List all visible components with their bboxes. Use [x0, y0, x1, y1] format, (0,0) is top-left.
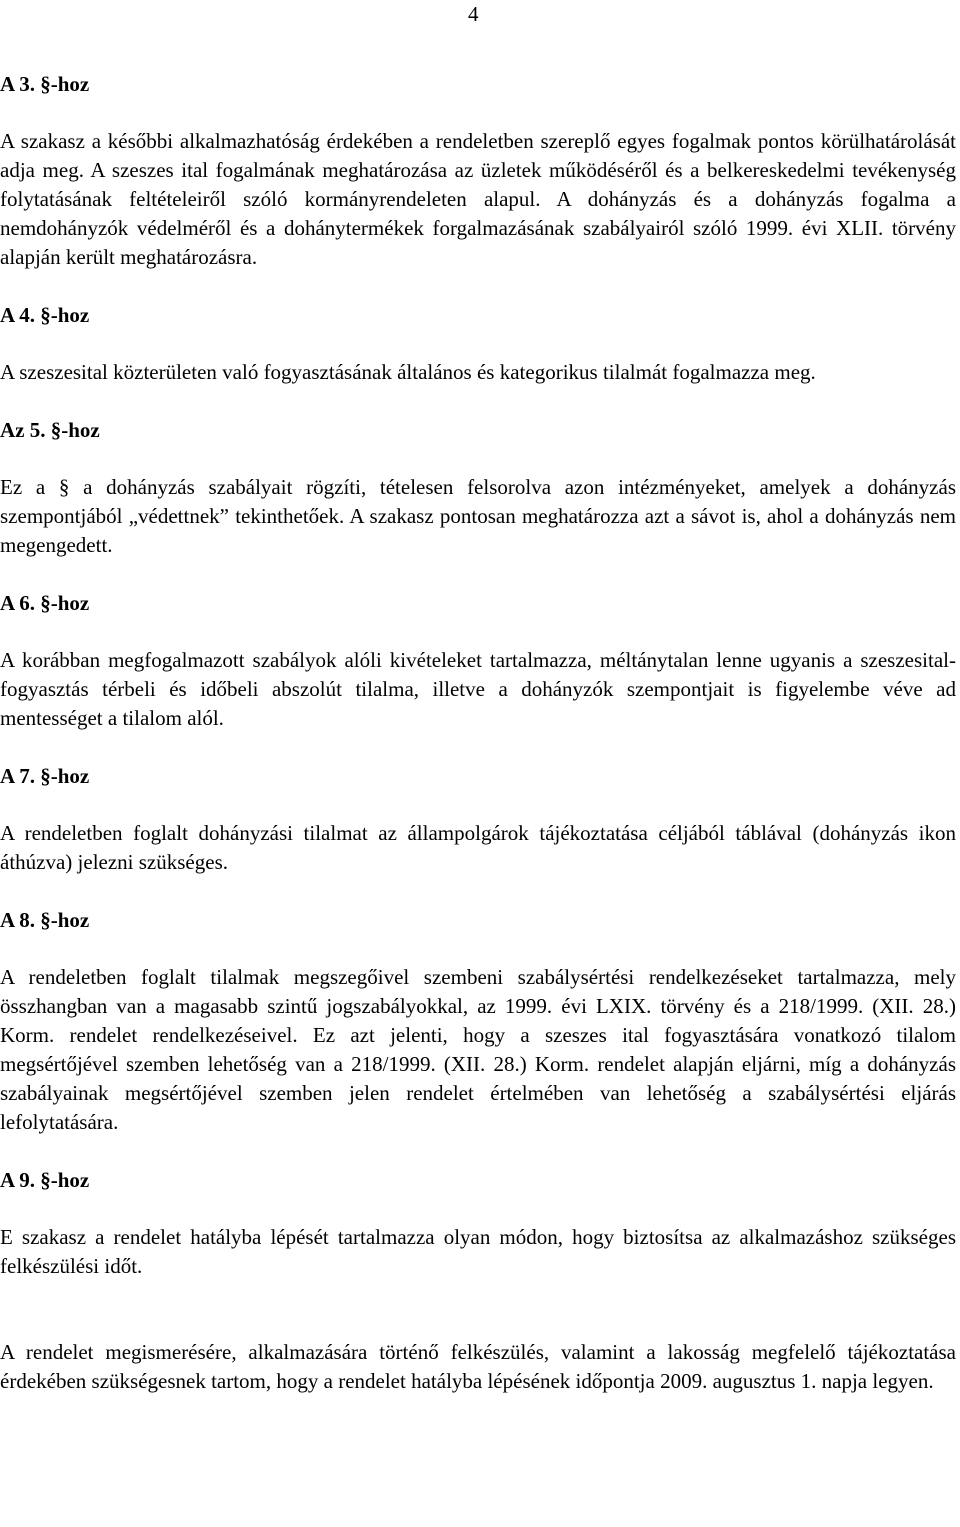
- section-heading-6: A 6. §-hoz: [0, 591, 90, 615]
- section-body-4: A szeszesital közterületen való fogyasztásának általános és kategorikus tilalmát fogalmazza meg.: [0, 360, 816, 384]
- document-body: [0, 70, 956, 1396]
- closing-paragraph: A rendelet megismerésére, alkalmazására történő felkészülés, valamint a lakosság megfelelő tájékoztatása érdekében szükségesnek tartom, hogy a rendelet hatályba lépésének időpontja 2009. augusztus 1. napja legyen.: [0, 1340, 956, 1393]
- section-heading-7: A 7. §-hoz: [0, 764, 90, 788]
- section-heading-4: A 4. §-hoz: [0, 303, 90, 327]
- section-heading-3: A 3. §-hoz: [0, 72, 90, 96]
- section-body-9: E szakasz a rendelet hatályba lépését tartalmazza olyan módon, hogy biztosítsa az alkalmazáshoz szükséges felkészülési időt.: [0, 1225, 956, 1278]
- section-heading-8: A 8. §-hoz: [0, 908, 90, 932]
- section-body-8: A rendeletben foglalt tilalmak megszegőivel szembeni szabálysértési rendelkezéseket tartalmazza, mely összhangban van a magasabb szintű jogszabályokkal, az 1999. évi LXIX. törvény és a 218/1999. (XII. 28.) Korm. rendelet rendelkezéseivel. Ez azt jelenti, hogy a szeszes ital fogyasztására vonatkozó tilalom megsértőjével szemben lehetőség van a 218/1999. (XII. 28.) Korm. rendelet alapján eljárni, míg a dohányzás szabályainak megsértőjével szemben jelen rendelet értelmében van lehetőség a szabálysértési eljárás lefolytatására.: [0, 965, 956, 1134]
- section-body-3: A szakasz a későbbi alkalmazhatóság érdekében a rendeletben szereplő egyes fogalmak pontos körülhatárolását adja meg. A szeszes ital fogalmának meghatározása az üzletek működéséről és a belkereskedelmi tevékenység folytatásának feltételeiről szóló kormányrendeleten alapul. A dohányzás és a dohányzás fogalma a nemdohányzók védelméről és a dohánytermékek forgalmazásának szabályairól szóló 1999. évi XLII. törvény alapján került meghatározásra.: [0, 129, 956, 269]
- section-heading-9: A 9. §-hoz: [0, 1168, 90, 1192]
- section-body-7: A rendeletben foglalt dohányzási tilalmat az állampolgárok tájékoztatása céljából táblával (dohányzás ikon áthúzva) jelezni szükséges.: [0, 821, 956, 874]
- section-heading-5: Az 5. §-hoz: [0, 418, 100, 442]
- section-body-6: A korábban megfogalmazott szabályok alóli kivételeket tartalmazza, méltánytalan lenne ugyanis a szeszesital-fogyasztás térbeli és időbeli abszolút tilalma, illetve a dohányzók szempontjait is figyelembe véve ad mentességet a tilalom alól.: [0, 648, 956, 730]
- section-body-5: Ez a § a dohányzás szabályait rögzíti, tételesen felsorolva azon intézményeket, amelyek a dohányzás szempontjából „védettnek” tekinthetőek. A szakasz pontosan meghatározza azt a sávot is, ahol a dohányzás nem megengedett.: [0, 475, 956, 557]
- page-number: 4: [468, 2, 479, 26]
